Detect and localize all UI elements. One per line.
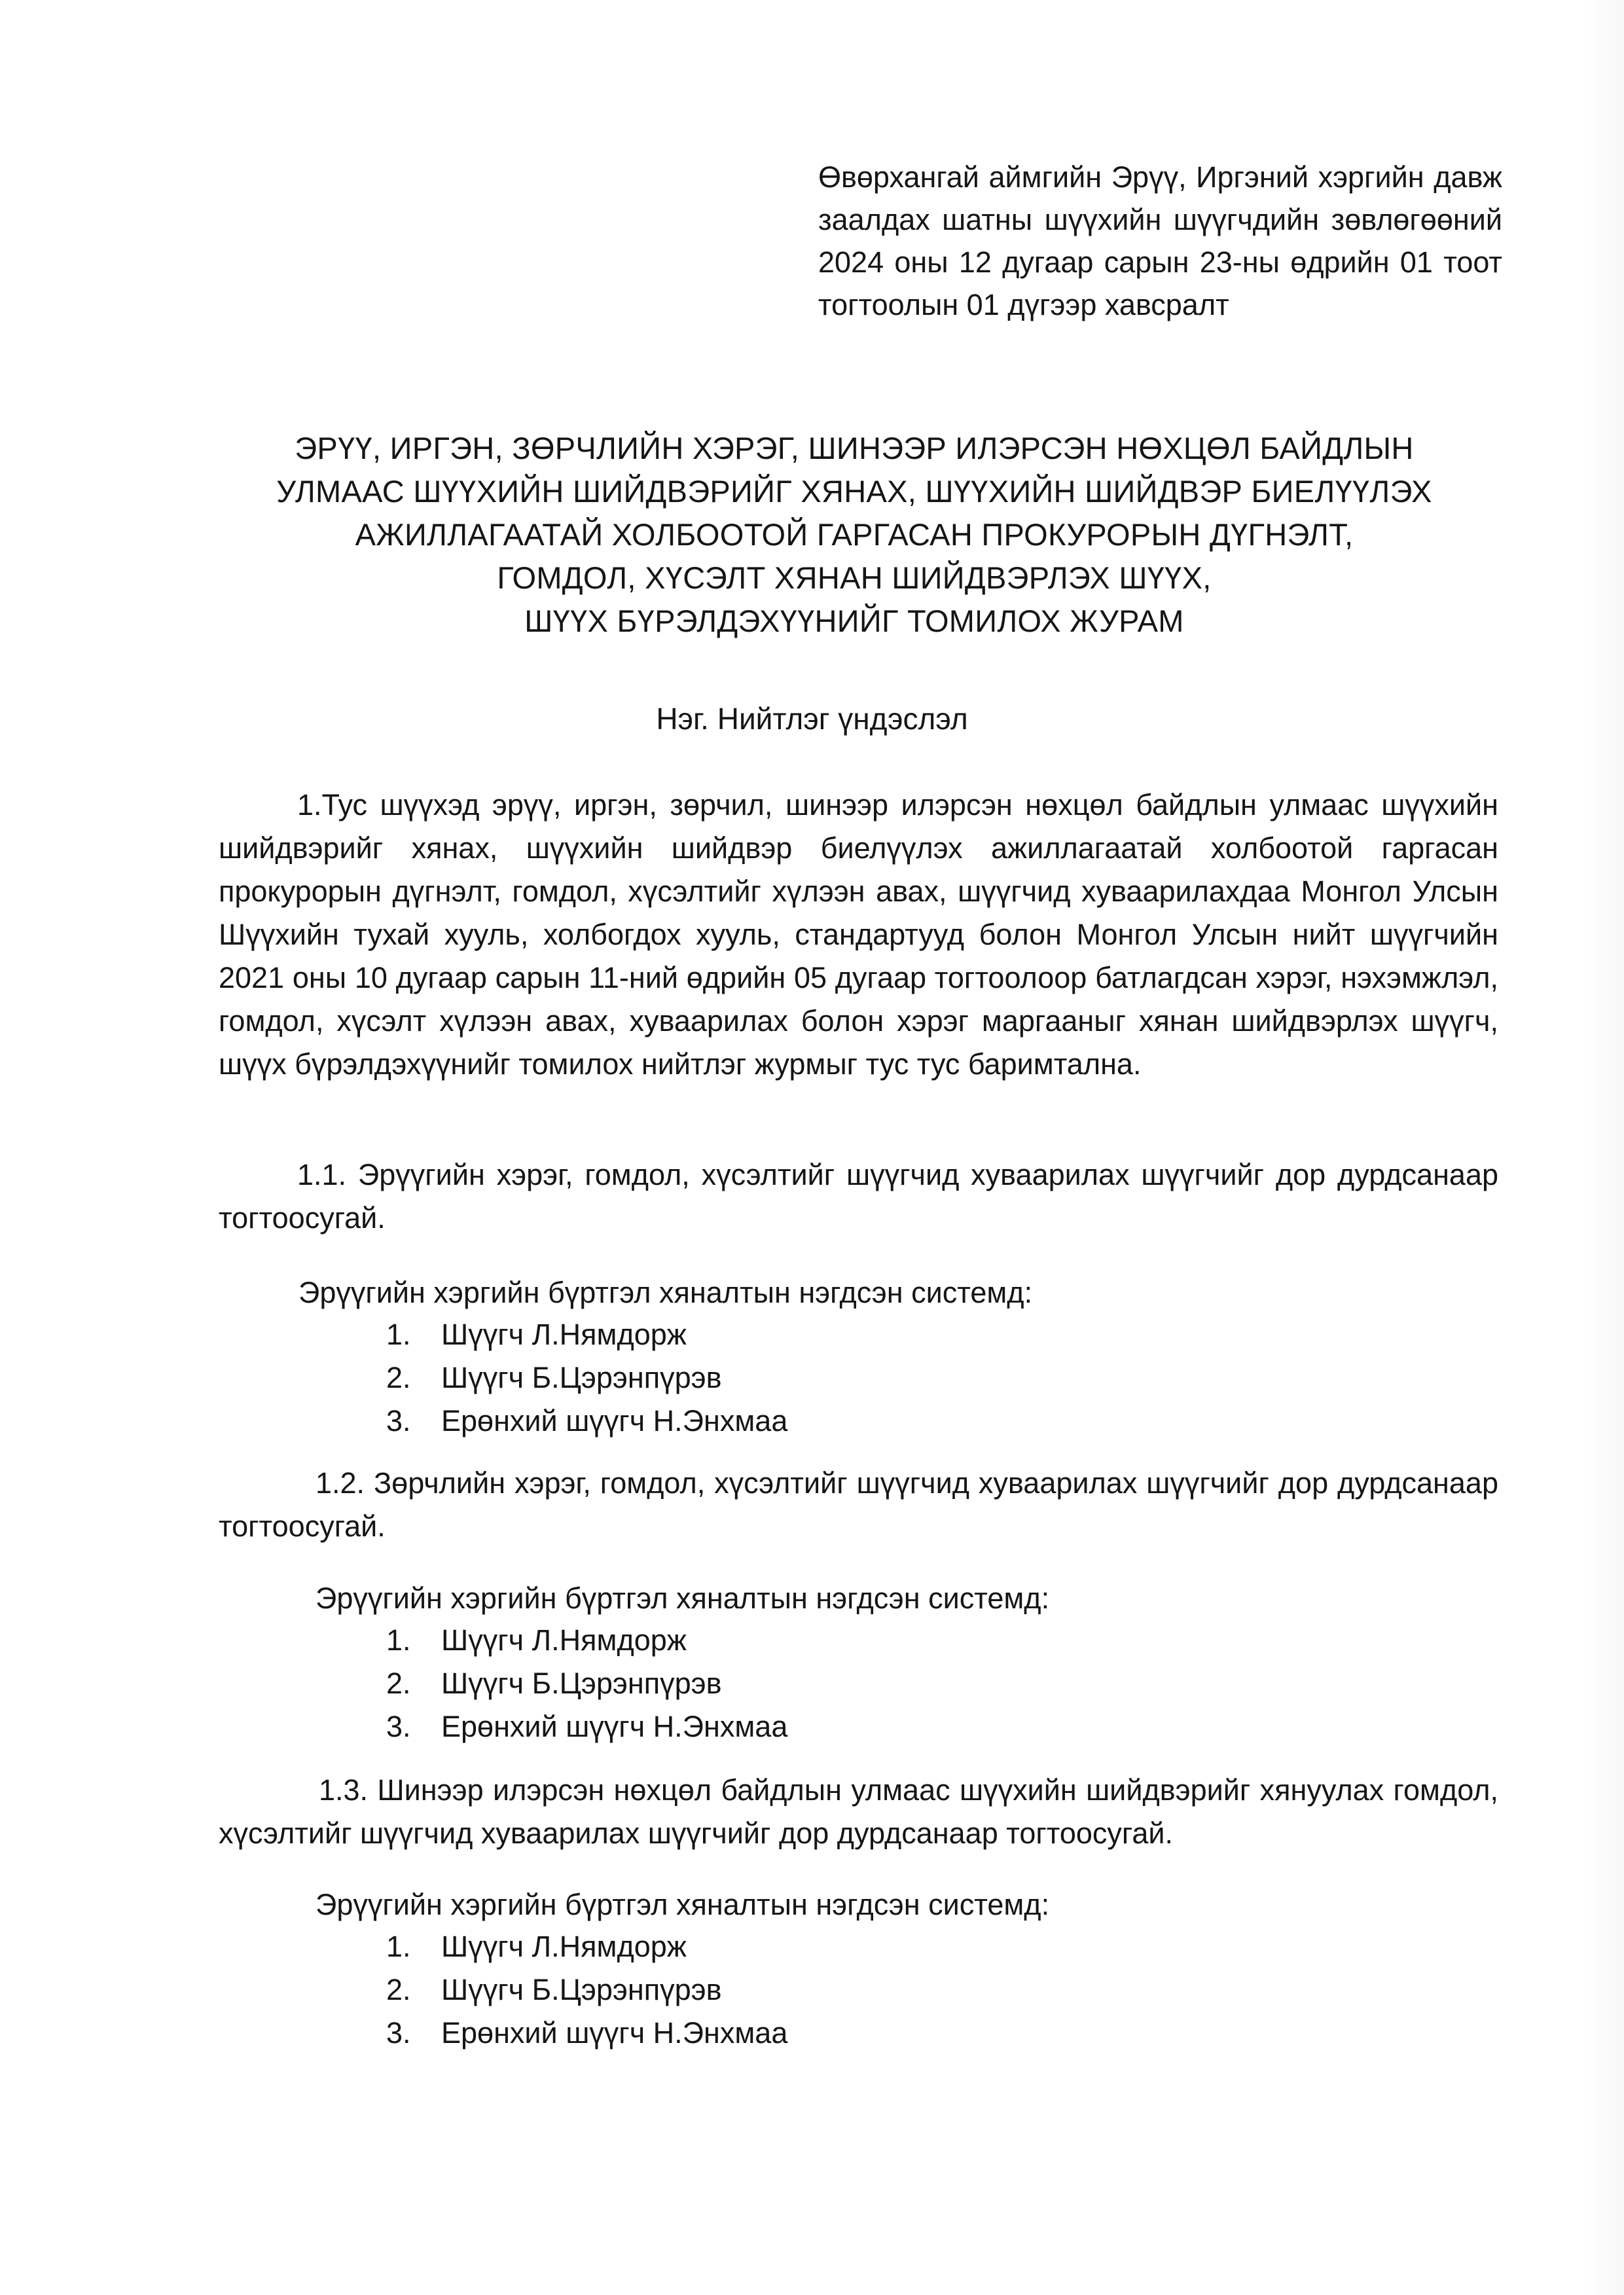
list-heading: Эрүүгийн хэргийн бүртгэл хяналтын нэгдсэн системд: [316,1888,1050,1921]
list-item: 3. Ерөнхий шүүгч Н.Энхмаа [386,2016,788,2050]
title-line: ШҮҮХ БҮРЭЛДЭХҮҮНИЙГ ТОМИЛОХ ЖУРАМ [524,604,1184,638]
paragraph-1-text: 1.Тус шүүхэд эрүү, иргэн, зөрчил, шинээр илэрсэн нөхцөл байдлын улмаас шүүхийн шийдвэрийг хянах, шүүхийн шийдвэр биелүүлэх ажиллагаатай холбоотой гаргасан прокурорын дүгнэлт, гомдол, хүсэлтийг хүлээн авах, шүүгчид хуваарилахдаа Монгол Улсын Шүүхийн тухай хууль, холбогдох хууль, стандартууд болон Монгол Улсын нийт шүүгчийн 2021 оны 10 дугаар сарын 11-ний өдрийн 05 дугаар тогтоолоор батлагдсан хэрэг, нэхэмжлэл, гомдол, хүсэлт хүлээн авах, хуваарилах болон хэрэг маргааныг хянан шийдвэрлэх шүүгч, шүүх бүрэлдэхүүнийг томилох нийтлэг журмыг тус тус баримтална. [219,788,1498,1081]
list-item: 2. Шүүгч Б.Цэрэнпүрэв [386,1667,722,1700]
list-item: 2. Шүүгч Б.Цэрэнпүрэв [386,1361,722,1394]
list-item: 3. Ерөнхий шүүгч Н.Энхмаа [386,1404,788,1437]
paragraph-1-3 [219,1769,1498,1855]
list-item: 1. Шүүгч Л.Нямдорж [386,1318,687,1351]
paragraph-1-2 [219,1462,1498,1548]
list-item: 2. Шүүгч Б.Цэрэнпүрэв [386,1973,722,2006]
section-heading: Нэг. Нийтлэг үндэслэл [656,702,968,736]
title-line: ЭРҮҮ, ИРГЭН, ЗӨРЧЛИЙН ХЭРЭГ, ШИНЭЭР ИЛЭРСЭН НӨХЦӨЛ БАЙДЛЫН [295,431,1414,465]
judge-list [386,1619,787,1748]
judge-list [386,1925,787,2055]
title-line: АЖИЛЛАГААТАЙ ХОЛБООТОЙ ГАРГАСАН ПРОКУРОРЫН ДҮГНЭЛТ, [355,517,1354,552]
title-line: ГОМДОЛ, ХҮСЭЛТ ХЯНАН ШИЙДВЭРЛЭХ ШҮҮХ, [497,560,1212,595]
title-line: УЛМААС ШҮҮХИЙН ШИЙДВЭРИЙГ ХЯНАХ, ШҮҮХИЙН ШИЙДВЭР БИЕЛҮҮЛЭХ [276,474,1432,509]
paragraph-1 [219,784,1498,1086]
list-heading: Эрүүгийн хэргийн бүртгэл хяналтын нэгдсэн системд: [298,1276,1033,1309]
annex-note: Өвөрхангай аймгийн Эрүү, Иргэний хэргийн давж заалдах шатны шүүхийн шүүгчдийн зөвлөгөөний 2024 оны 12 дугаар сарын 23-ны өдрийн 01 тоот тогтоолын 01 дүгээр хавсралт [818,160,1502,321]
judge-list [386,1313,787,1443]
paragraph-1-2-text: 1.2. Зөрчлийн хэрэг, гомдол, хүсэлтийг шүүгчид хуваарилах шүүгчийг дор дурдсанаар тогтоосугай. [219,1466,1498,1543]
list-heading: Эрүүгийн хэргийн бүртгэл хяналтын нэгдсэн системд: [316,1581,1050,1615]
paragraph-1-1-text: 1.1. Эрүүгийн хэрэг, гомдол, хүсэлтийг шүүгчид хуваарилах шүүгчийг дор дурдсанаар тогтоосугай. [219,1158,1498,1235]
list-item: 3. Ерөнхий шүүгч Н.Энхмаа [386,1710,788,1743]
paragraph-1-3-text: 1.3. Шинээр илэрсэн нөхцөл байдлын улмаас шүүхийн шийдвэрийг хянуулах гомдол, хүсэлтийг шүүгчид хуваарилах шүүгчийг дор дурдсанаар тогтоосугай. [219,1773,1498,1850]
paragraph-1-1 [219,1153,1498,1240]
document-title [216,427,1492,643]
scan-edge-shadow [1585,0,1624,2295]
list-item: 1. Шүүгч Л.Нямдорж [386,1930,687,1963]
list-item: 1. Шүүгч Л.Нямдорж [386,1623,687,1657]
